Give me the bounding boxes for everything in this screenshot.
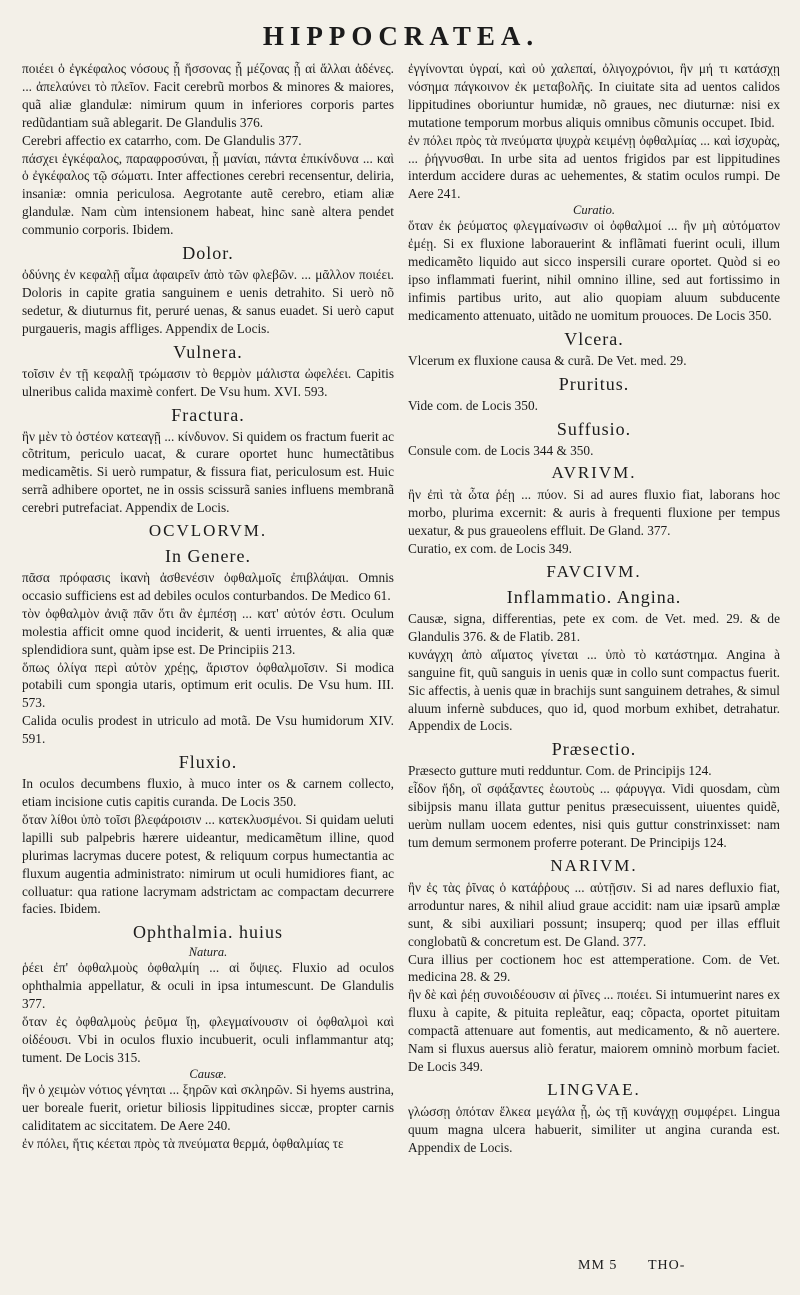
text-paragraph: ἢν ἐς τὰς ῥῖνας ὁ κατάῤῥους ... αὐτῇσιν. Si ad nares defluxio fiat, arroduntur nares, & nihil aliud graue accidit: nam uiæ ipsarũ amplæ sunt, & sibi auxiliari possunt; insuperq; quod per illas effluit conglobatũ & concretum est. De Gland. 377.	[408, 879, 780, 949]
left-column	[22, 60, 394, 1157]
text-paragraph: Præsecto gutture muti redduntur. Com. de Principijs 124.	[408, 763, 712, 779]
text-paragraph: Cura illius per coctionem hoc est attemperatione. Com. de Vet. medicina 28. & 29.	[408, 951, 780, 985]
text-paragraph: ὀδύνης ἐν κεφαλῇ αἷμα ἀφαιρεῖν ἀπὸ τῶν φλεβῶν. ... μᾶλλον ποιέει. Doloris in capite gratia sanguinem e uenis detrahito. Si uerò nõ sedetur, & diuturnus fit, peruré uenas, & sanus euadet. Si uerò caput purgaueris, magis affliges. Appendix de Locis.	[22, 267, 394, 336]
section-subheading: Natura.	[188, 945, 228, 960]
text-paragraph: πᾶσα πρόφασις ἱκανὴ ἀσθενέσιν ὀφθαλμοῖς ἐπιβλάψαι. Omnis occasio sufficiens est ad debiles oculos conturbandos. De Medico 61.	[22, 570, 394, 603]
text-paragraph: Consule com. de Locis 344 & 350.	[408, 442, 594, 458]
text-paragraph: εἶδον ἤδη, οἳ σφάξαντες ἑωυτοὺς ... φάρυγγα. Vidi quosdam, cùm sibijpsis manu illata guttur penitus præsecuissent, uiuentes quidẽ, uerùm nullam uocem edentes, nisi quis guttur constrinxisset: nam tum demum sermonem proferre poterant. De Principijs 124.	[408, 781, 780, 850]
section-heading: Fractura.	[171, 404, 245, 425]
text-paragraph: ἢν ἐπὶ τὰ ὦτα ῥέῃ ... πύον. Si ad aures fluxio fiat, laborans hoc morbo, plurima excernit: & auris à frequenti fluxione per tempus uexatur, & pus graueolens effluit. De Gland. 377.	[408, 487, 780, 539]
section-heading: Vulnera.	[173, 341, 243, 362]
text-paragraph: κυνάγχη ἀπὸ αἵματος γίνεται ... ὑπὸ τὸ κατάστημα. Angina à sanguine fit, quũ sanguis in uenis quæ in collo sunt compactus fuerit. Sic affectis, à uenis quæ in brachijs sunt sanguinem detrahes, & simul aluum infernè subduces, quo id, quod morbum exhibet, detrahatur. Appendix de Locis.	[408, 646, 780, 734]
text-paragraph: Calida oculis prodest in utriculo ad motã. De Vsu humidorum XIV. 591.	[22, 713, 394, 747]
signature-mark: MM 5	[578, 1258, 618, 1273]
text-paragraph: ἢν μὲν τὸ ὀστέον κατεαγῇ ... κίνδυνον. Si quidem os fractum fuerit ac cõtritum, periculo uacat, & curare oportet hunc humectãtibus medicamẽtis. Si uerò rumpatur, & fissura fiat, periculosum est. Huic serrã adhibere oportet, ne in ossis scissurã sanies influens membranã cerebri putrefaciat. Appendix de Locis.	[22, 428, 394, 516]
section-heading: In Genere.	[165, 546, 251, 567]
text-paragraph: πάσχει ἐγκέφαλος, παραφροσύναι, ᾗ μανίαι, πάντα ἐπικίνδυνα ... καὶ ὁ ἐγκέφαλος τῷ σώματι. Inter affectiones cerebri recensentur, deliria, insaniæ: omnia periculosa. Aegrotante autẽ cerebro, etiam aliæ glandulæ. Nam cùm intensionem habeat, hinc sanè altera pendet communio corporis. Ibidem.	[22, 150, 394, 238]
text-paragraph: ἐν πόλει, ἥτις κέεται πρὸς τὰ πνεύματα θερμά, ὀφθαλμίας τε	[22, 1135, 344, 1151]
section-heading: Pruritus.	[558, 373, 630, 394]
section-heading: Inflammatio. Angina.	[506, 587, 682, 608]
text-paragraph: ὅταν λίθοι ὑπὸ τοῖσι βλεφάροισιν ... κατεκλυσμένοι. Si quidam ueluti lapilli sub palpebris hærere uideantur, medicamẽtum illine, quod plurimas lacrymas ducere potest, & reliquum corpus humectantia ac fluxum augentia administrato: nimirum ut oculi humidiores fiant, ac colluatur: qua ratione lacrymam adstrictam ac compactam decurrere facies. Ibidem.	[22, 811, 394, 917]
section-heading: OCVLORVM.	[148, 521, 268, 541]
section-subheading: Curatio.	[572, 203, 616, 218]
text-paragraph: ἐν πόλει πρὸς τὰ πνεύματα ψυχρὰ κειμένῃ ὀφθαλμίας ... καὶ ἰσχυρὰς, ... ῥήγνυσθαι. In urbe sita ad uentos frigidos par est lippitudines interdum accidere duras ac uehementes, & statim oculos rumpi. De Aere 241.	[408, 132, 780, 202]
text-paragraph: τοῖσιν ἐν τῇ κεφαλῇ τρώμασιν τὸ θερμὸν μάλιστα ὠφελέει. Capitis ulneribus calida maximè confert. De Vsu hum. XVI. 593.	[22, 365, 394, 399]
text-paragraph: ὅταν ἐκ ῥεύματος φλεγμαίνωσιν οἱ ὀφθαλμοί ... ἢν μὴ αὐτόματον ἐμέῃ. Si ex fluxione laborauerint & inflãmati fuerint oculi, illum medicamẽto liquido aut sicco inspersili curare oportet. Quòd si eo ipso inflammati fuerint, nihil omnino illine, sed aut fortissimo in infimis partibus urito, aut alio quopiam aluum subducente medicamento attenuato, uitãdo ne uomitum prouoces. De Locis 350.	[408, 218, 780, 323]
text-paragraph: Causæ, signa, differentias, pete ex com. de Vet. med. 29. & de Glandulis 376. & de Flatib. 281.	[408, 611, 780, 644]
text-paragraph: Vlcerum ex fluxione causa & curã. De Vet. med. 29.	[408, 352, 687, 368]
section-heading: FAVCIVM.	[546, 562, 642, 582]
text-paragraph: ῥέει ἐπ' ὀφθαλμοὺς ὀφθαλμίη ... αἱ ὄψιες. Fluxio ad oculos ophthalmia appellatur, & oculi in ipsa intumescunt. De Glandulis 377.	[22, 960, 394, 1012]
text-paragraph: Vide com. de Locis 350.	[408, 397, 538, 413]
text-paragraph: ἐγγίνονται ὑγραί, καὶ οὐ χαλεπαί, ὀλιγοχρόνιοι, ἢν μή τι κατάσχῃ νόσημα πάγκοινον ἐκ μεταβολῆς. In ciuitate sita ad uentos calidos lippitudines oboriuntur humidæ, nõ graues, nec diuturnæ: nisi ex mutatione temporum morbus aliquis omnibus cõmunis occupet. Ibid.	[408, 61, 780, 130]
text-paragraph: Cerebri affectio ex catarrho, com. De Glandulis 377.	[22, 132, 302, 148]
section-subheading: Causæ.	[189, 1066, 227, 1081]
section-heading: Suffusio.	[556, 418, 632, 439]
text-paragraph: In oculos decumbens fluxio, à muco inter os & carnem collecto, etiam incisione cutis capitis curanda. De Locis 350.	[22, 776, 394, 809]
text-paragraph: ὅταν ἐς ὀφθαλμοὺς ῥεῦμα ἴῃ, φλεγμαίνουσιν οἱ ὀφθαλμοὶ καὶ οἰδέουσι. Vbi in oculos fluxio incubuerit, oculi inflammantur atq; tument. De Locis 315.	[22, 1014, 394, 1065]
section-heading: Præsectio.	[551, 739, 637, 760]
running-head: HIPPOCRATEA.	[262, 21, 540, 51]
section-heading: AVRIVM.	[551, 463, 637, 483]
text-paragraph: γλώσσῃ ὁπόταν ἕλκεα μεγάλα ᾖ, ὡς τῇ κυνάγχῃ συμφέρει. Lingua quum magna ulcera habuerit, similiter ut angina curanda est. Appendix de Locis.	[408, 1103, 780, 1155]
text-paragraph: ἢν δὲ καὶ ῥέῃ συνοιδέουσιν αἱ ῥῖνες ... ποιέει. Si intumuerint nares ex fluxu à capite, & pituita repleãtur, eaq; cõpacta, oportet pituitam compactã attenuare aut fomentis, aut medicamento, & nõ auertere. Nam si fluxus auersus aliò feratur, maiorem omninò morbum faciet. De Locis 349.	[408, 987, 780, 1074]
catchword: THO-	[648, 1258, 686, 1273]
right-column	[408, 60, 780, 1157]
section-heading: Vlcera.	[564, 328, 624, 349]
section-heading: NARIVM.	[550, 855, 638, 875]
text-paragraph: ποιέει ὁ ἐγκέφαλος νόσους ᾗ ἥσσονας ᾗ μέζονας ᾗ αἱ ἄλλαι ἀδένες. ... ἀπελαύνει τὸ πλεῖον. Facit cerebrũ morbos & minores & maiores, quã aliæ glandulæ: nimirum quum in inferiores corporis partes redũdantiam suã ablegarit. De Glandulis 376.	[22, 61, 394, 130]
text-paragraph: Curatio, ex com. de Locis 349.	[408, 541, 572, 557]
section-heading: Fluxio.	[178, 752, 238, 773]
text-paragraph: τὸν ὀφθαλμὸν ἀνιᾷ πᾶν ὅτι ἂν ἐμπέσῃ ... κατ' αὐτόν ἐστι. Oculum molestia afficit omne quod inciderit, & uenti irruentes, & alia quæ splendidiora sunt, quàm ipse est. De Principiis 213.	[22, 605, 394, 657]
text-paragraph: ἢν ὁ χειμὼν νότιος γένηται ... ξηρῶν καὶ σκληρῶν. Si hyems austrina, uer boreale fuerit, orietur biliosis lippitudines siccæ, propter carnis caliditatem ac siccitatem. De Aere 240.	[22, 1081, 394, 1133]
text-columns	[22, 60, 780, 1157]
section-heading: LINGVAE.	[547, 1079, 641, 1099]
section-heading: Ophthalmia. huius	[133, 922, 283, 943]
section-heading: Dolor.	[182, 243, 234, 264]
text-paragraph: ὅπως ὀλίγα περὶ αὐτὸν χρέῃς, ἄριστον ὀφθαλμοῖσιν. Si modica potabili cum spongia utaris, optimum erit oculis. De Vsu hum. III. 573.	[22, 659, 394, 711]
